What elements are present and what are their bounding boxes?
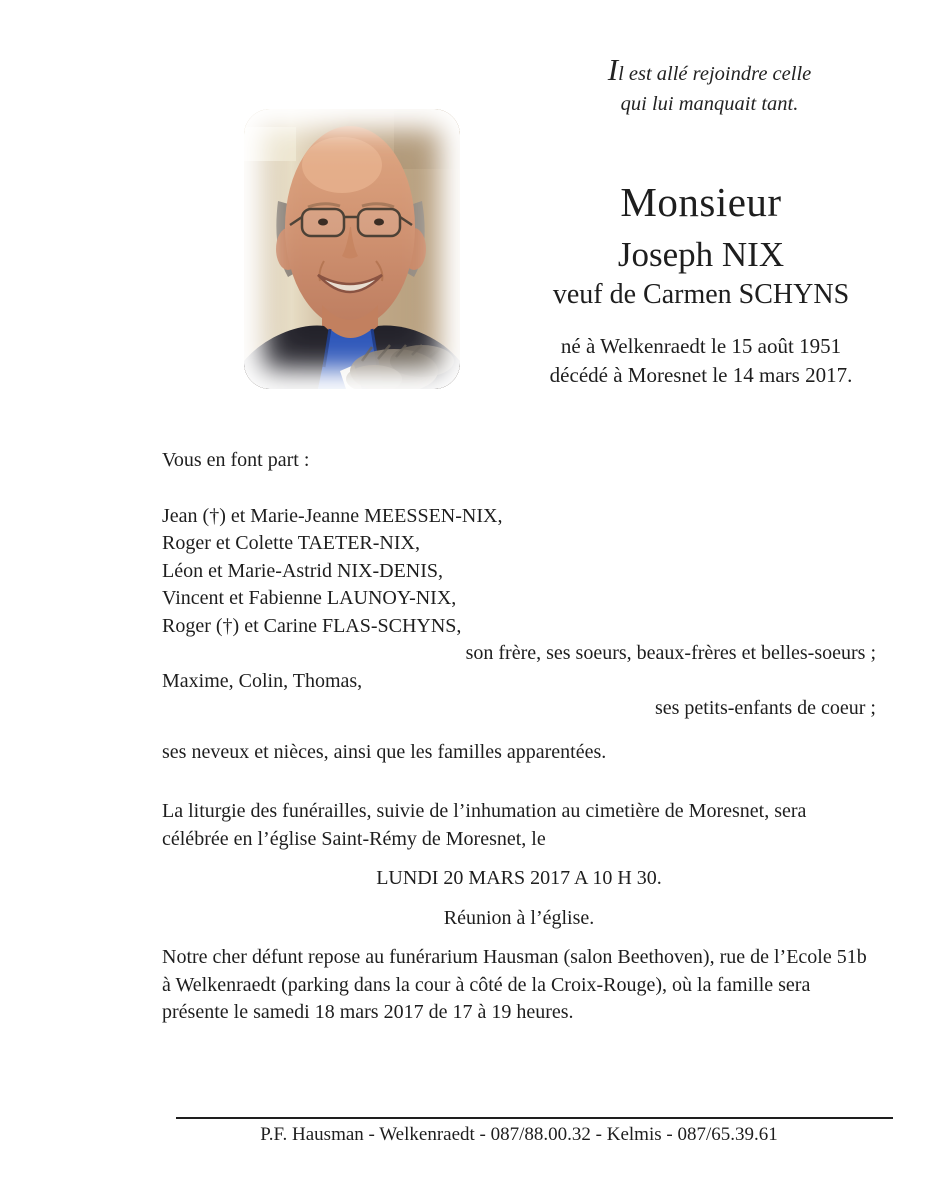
family-member: Jean (†) et Marie-Jeanne MEESSEN-NIX, <box>162 504 503 527</box>
epitaph-line-1: Il est allé rejoindre celle <box>607 52 812 87</box>
repose-paragraph: Notre cher défunt repose au funérarium Hausman (salon Beethoven), rue de l’Ecole 51b à Welkenraedt (parking dans la cour à côté de la Croix-Rouge), où la famille sera présente le samedi 18 mars 2017 de 17 à 19 heures. <box>162 946 867 1023</box>
ceremony-meeting: Réunion à l’église. <box>443 906 595 929</box>
deceased-dates <box>462 332 940 390</box>
family-member: Roger et Colette TAETER-NIX, <box>162 532 420 554</box>
deceased-relation: veuf de Carmen SCHYNS <box>552 279 850 310</box>
family-member: Léon et Marie-Astrid NIX-DENIS, <box>162 559 444 582</box>
deceased-title: Monsieur <box>620 179 782 225</box>
grandchildren-names: Maxime, Colin, Thomas, <box>162 669 363 692</box>
deceased-portrait-photo <box>244 109 460 389</box>
deceased-death: décédé à Moresnet le 14 mars 2017. <box>549 362 853 387</box>
announcement-body <box>162 447 876 1027</box>
family-member: Vincent et Fabienne LAUNOY-NIX, <box>162 587 457 609</box>
funeral-home-contact: P.F. Hausman - Welkenraedt - 087/88.00.32 - Kelmis - 087/65.39.61 <box>260 1124 778 1145</box>
ceremony-datetime: LUNDI 20 MARS 2017 A 10 H 30. <box>376 867 662 889</box>
grandchildren-label: ses petits-enfants de coeur ; <box>654 697 876 719</box>
liturgy-paragraph: La liturgie des funérailles, suivie de l’inhumation au cimetière de Moresnet, sera célébrée en l’église Saint-Rémy de Moresnet, le <box>162 800 807 850</box>
relatives-note: ses neveux et nièces, ainsi que les familles apparentées. <box>162 740 607 763</box>
portrait-illustration <box>244 109 460 389</box>
footer-divider <box>176 1117 893 1119</box>
family-list <box>162 503 876 641</box>
epitaph <box>537 50 882 118</box>
deceased-name: Joseph NIX <box>617 235 785 274</box>
siblings-label: son frère, ses soeurs, beaux-frères et belles-soeurs ; <box>465 642 876 664</box>
announcement-intro: Vous en font part : <box>162 449 310 471</box>
deceased-title-block <box>462 178 940 390</box>
epitaph-line-2: qui lui manquait tant. <box>620 92 799 115</box>
deceased-birth: né à Welkenraedt le 15 août 1951 <box>560 334 842 358</box>
family-member: Roger (†) et Carine FLAS-SCHYNS, <box>162 614 462 637</box>
